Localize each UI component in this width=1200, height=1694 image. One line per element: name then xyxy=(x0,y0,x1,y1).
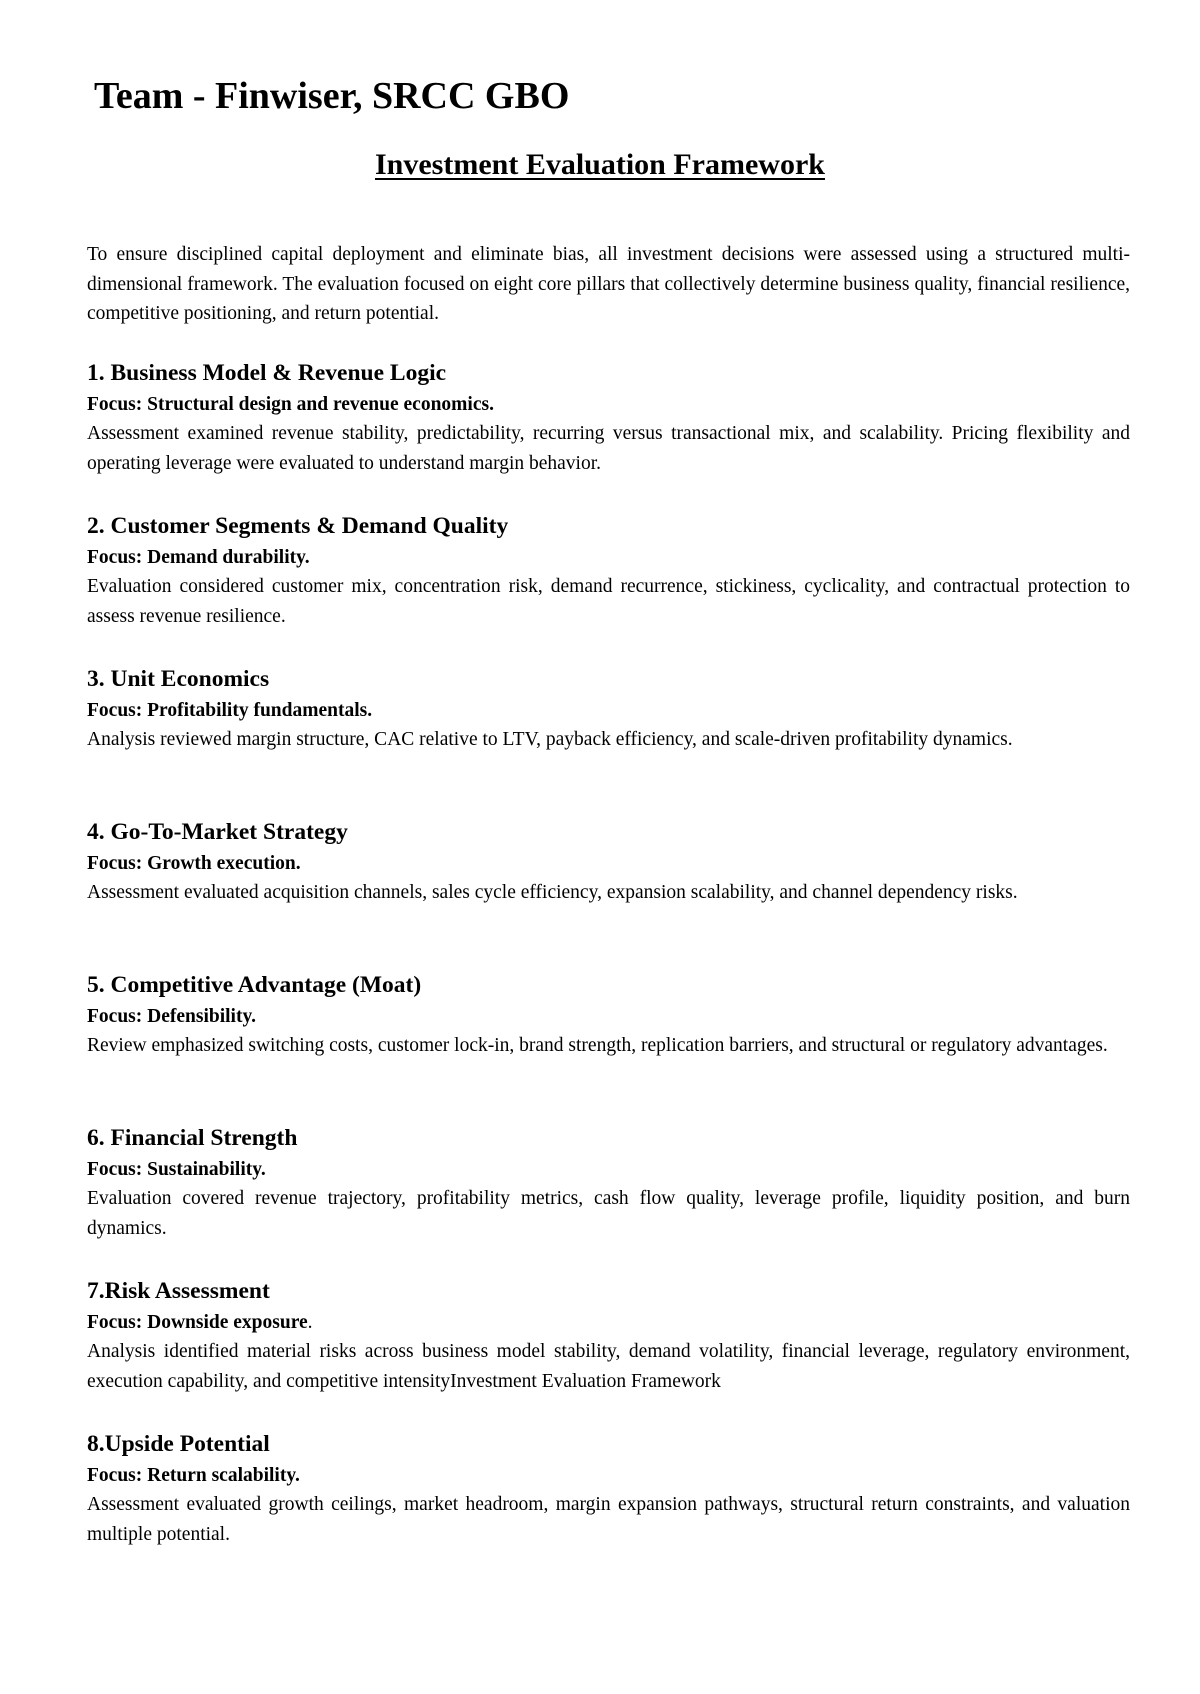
section-body: Evaluation covered revenue trajectory, profitability metrics, cash flow quality, leverage profile, liquidity position, and burn dynamics. xyxy=(87,1188,1130,1239)
focus-label: Focus: Structural design and revenue economics. xyxy=(87,394,494,415)
framework-sections xyxy=(87,356,1130,1580)
section-heading: 3. Unit Economics xyxy=(87,666,270,692)
section-body: Review emphasized switching costs, customer lock-in, brand strength, replication barriers, and structural or regulatory advantages. xyxy=(87,1035,1108,1056)
focus-label: Focus: Growth execution. xyxy=(87,853,301,874)
section-heading: 6. Financial Strength xyxy=(87,1125,298,1151)
focus-label: Focus: Demand durability. xyxy=(87,547,310,568)
team-title: Team - Finwiser, SRCC GBO xyxy=(94,75,570,117)
section-heading: 2. Customer Segments & Demand Quality xyxy=(87,513,509,539)
section-body: Analysis reviewed margin structure, CAC relative to LTV, payback efficiency, and scale-driven profitability dynamics. xyxy=(87,729,1013,750)
focus-label: Focus: Return scalability. xyxy=(87,1465,300,1486)
document-title xyxy=(0,146,1200,184)
section-heading: 1. Business Model & Revenue Logic xyxy=(87,360,447,386)
section-body: Evaluation considered customer mix, concentration risk, demand recurrence, stickiness, cyclicality, and contractual protection to assess revenue resilience. xyxy=(87,576,1130,627)
framework-section xyxy=(87,968,1130,1121)
framework-section xyxy=(87,1121,1130,1274)
section-heading: 4. Go-To-Market Strategy xyxy=(87,819,348,845)
section-focus xyxy=(87,1308,1130,1337)
focus-label: Focus: Defensibility. xyxy=(87,1006,256,1027)
section-body: Analysis identified material risks across business model stability, demand volatility, financial leverage, regulatory environment, execution capability, and competitive intensityInvestment Evaluation Framework xyxy=(87,1341,1130,1392)
framework-section xyxy=(87,1274,1130,1427)
section-focus xyxy=(87,1155,1130,1184)
focus-label: Focus: Profitability fundamentals. xyxy=(87,700,373,721)
framework-section xyxy=(87,509,1130,662)
section-focus xyxy=(87,1461,1130,1490)
section-focus xyxy=(87,1002,1130,1031)
focus-suffix: . xyxy=(307,1312,313,1333)
section-heading: 5. Competitive Advantage (Moat) xyxy=(87,972,422,998)
section-body: Assessment evaluated acquisition channels, sales cycle efficiency, expansion scalability, and channel dependency risks. xyxy=(87,882,1018,903)
section-heading: 8.Upside Potential xyxy=(87,1431,270,1457)
framework-section xyxy=(87,1427,1130,1580)
section-body: Assessment evaluated growth ceilings, market headroom, margin expansion pathways, structural return constraints, and valuation multiple potential. xyxy=(87,1494,1130,1545)
focus-label: Focus: Sustainability. xyxy=(87,1159,266,1180)
section-focus xyxy=(87,849,1130,878)
focus-label: Focus: Downside exposure xyxy=(87,1312,308,1333)
document-title-text: Investment Evaluation Framework xyxy=(375,148,825,181)
framework-section xyxy=(87,662,1130,815)
section-heading: 7.Risk Assessment xyxy=(87,1278,270,1304)
section-focus xyxy=(87,390,1130,419)
intro-paragraph: To ensure disciplined capital deployment and eliminate bias, all investment decisions were assessed using a structured multi-dimensional framework. The evaluation focused on eight core pillars that collectively determine business quality, financial resilience, competitive positioning, and return potential. xyxy=(87,244,1130,325)
framework-section xyxy=(87,356,1130,509)
framework-section xyxy=(87,815,1130,968)
section-focus xyxy=(87,696,1130,725)
section-focus xyxy=(87,543,1130,572)
section-body: Assessment examined revenue stability, predictability, recurring versus transactional mix, and scalability. Pricing flexibility and operating leverage were evaluated to understand margin behavior. xyxy=(87,423,1130,474)
